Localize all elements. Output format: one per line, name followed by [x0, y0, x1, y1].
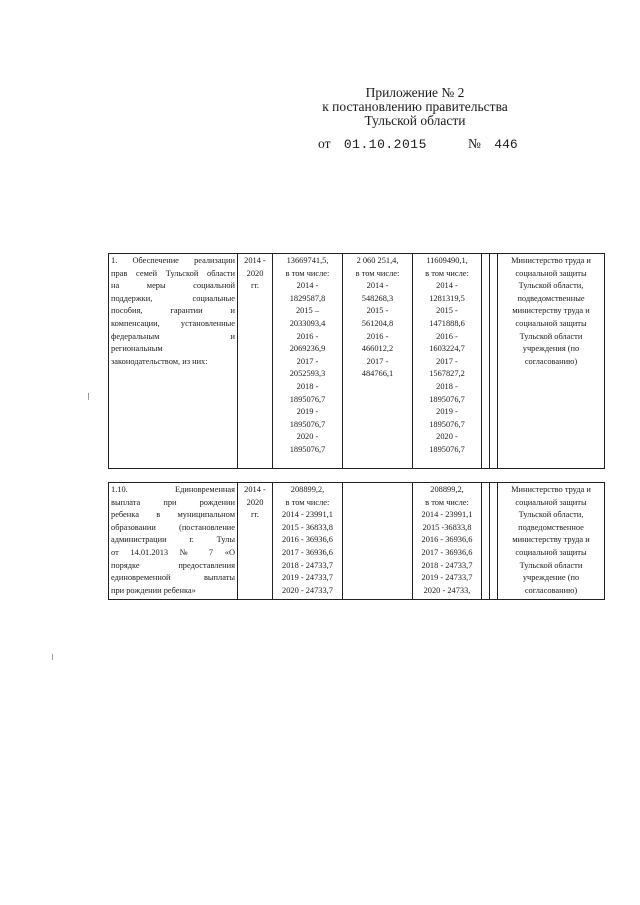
cell-text-line: прав семей Тульской области — [111, 268, 235, 278]
cell-text-line: 1829587,8 — [289, 293, 326, 303]
cell-text-line: 2018 - 24733,7 — [421, 560, 473, 570]
cell-text-line: 2015 -36833,8 — [422, 522, 472, 532]
cell-text-line: согласованию) — [524, 356, 578, 366]
cell-text-line: 2020 — [246, 268, 264, 278]
cell-text-line: 466012,2 — [361, 344, 394, 354]
cell-text-line: региональным — [111, 344, 163, 354]
cell-text-line: 2015 - 36833,8 — [282, 522, 333, 532]
cell-text-line: 2017 - 36936,6 — [282, 547, 333, 557]
cell-text-line: социальной защиты — [515, 547, 587, 557]
cell-text-line: Тульской области, — [518, 510, 584, 520]
cell-text-line: 2020 - — [436, 432, 458, 442]
cell-text-line: 2015 - — [436, 306, 458, 316]
cell-text-line: 1603224,7 — [429, 344, 465, 354]
cell-text-line: 208899,2, — [430, 485, 464, 494]
cell-text-line: Тульской области — [519, 560, 583, 570]
cell-text-line: Министерство труда и — [511, 485, 591, 494]
cell-text-line: 2020 - — [296, 432, 319, 442]
cell-text-line: компенсации, установленные — [111, 318, 235, 328]
empty-cell — [482, 483, 490, 600]
cell-text-line: 2018 - — [296, 381, 319, 391]
period-cell — [238, 254, 273, 469]
total-funding-cell — [273, 254, 343, 469]
cell-text-line: 2020 - 24733,7 — [282, 585, 333, 595]
cell-text-line: 1567827,2 — [429, 369, 465, 379]
cell-text-line: 2014 - — [366, 281, 389, 291]
cell-text-line: 561204,8 — [361, 318, 394, 328]
cell-text-line: 2020 — [246, 497, 264, 507]
cell-text-line: 2014 - 23991,1 — [282, 510, 333, 520]
number-sign: № — [468, 136, 481, 151]
cell-text-line: в том числе: — [285, 268, 330, 278]
cell-text-line: ребенка в муниципальном — [111, 510, 235, 520]
empty-cell — [490, 483, 498, 600]
appendix-header — [300, 86, 530, 128]
program-table-row-1 — [108, 253, 605, 469]
cell-text-line: гг. — [250, 510, 260, 520]
resolution-date: 01.10.2015 — [343, 137, 427, 152]
cell-text-line: 2016 - — [366, 331, 389, 341]
cell-text-line: от 14.01.2013 № 7 «О — [111, 547, 235, 557]
cell-text-line: федеральным и — [111, 331, 235, 341]
cell-text-line: 2014 - — [244, 256, 266, 265]
cell-text-line: 2018 - 24733,7 — [282, 560, 333, 570]
cell-text-line: учреждение (по — [522, 573, 580, 583]
cell-text-line: 484766,1 — [361, 369, 394, 379]
cell-text-line: учреждения (по — [522, 344, 580, 354]
measure-name-cell — [109, 483, 238, 600]
cell-text-line: 1895076,7 — [289, 444, 326, 454]
cell-text-line: 2016 - 36936,6 — [282, 535, 333, 545]
cell-text-line: 1895076,7 — [429, 394, 465, 404]
executor-cell — [498, 254, 605, 469]
cell-text-line: 13669741,5, — [286, 256, 329, 265]
cell-text-line: 2014 - — [296, 281, 319, 291]
cell-text-line: единовременной выплаты — [111, 573, 235, 583]
cell-text-line: 2017 - — [366, 356, 389, 366]
cell-text-line: при рождении ребенка» — [111, 585, 196, 595]
cell-text-line: согласованию) — [524, 585, 578, 595]
cell-text-line: 1895076,7 — [289, 394, 326, 404]
federal-funding-cell — [343, 254, 413, 469]
cell-text-line: 2019 - — [436, 407, 458, 417]
cell-text-line: министерству труда и — [512, 306, 590, 316]
cell-text-line: пособия, гарантии и — [111, 306, 235, 316]
cell-text-line: 2069236,9 — [289, 344, 326, 354]
cell-text-line: 2019 - 24733,7 — [421, 573, 473, 583]
resolution-number: 446 — [494, 137, 518, 152]
cell-text-line: 2015 - — [366, 306, 389, 316]
cell-text-line: 2016 - — [436, 331, 458, 341]
cell-text-line: 2015 – — [295, 306, 320, 316]
cell-text-line: 1.10. Единовременная — [111, 485, 235, 494]
cell-text-line: социальной защиты — [515, 268, 587, 278]
cell-text-line: социальной защиты — [515, 318, 587, 328]
date-prefix: от — [318, 136, 331, 151]
cell-text-line: 1281319,5 — [429, 293, 465, 303]
cell-text-line: в том числе: — [285, 497, 330, 507]
cell-text-line: 548268,3 — [361, 293, 394, 303]
cell-text-line: 208899,2, — [290, 485, 325, 494]
cell-text-line: порядке предоставления — [111, 560, 235, 570]
cell-text-line: 2019 - 24733,7 — [282, 573, 333, 583]
cell-text-line: 2017 - 36936,6 — [421, 547, 473, 557]
appendix-subtitle-line: Тульской области — [364, 113, 466, 128]
cell-text-line: 1. Обеспечение реализации — [111, 256, 235, 265]
cell-text-line: Тульской области — [519, 331, 583, 341]
cell-text-line: Тульской области, — [518, 281, 584, 291]
executor-cell — [498, 483, 605, 600]
cell-text-line: на меры социальной — [111, 281, 235, 291]
cell-text-line: 2018 - — [436, 381, 458, 391]
total-funding-cell — [273, 483, 343, 600]
cell-text-line: 2014 - — [244, 485, 266, 494]
cell-text-line: 2020 - 24733, — [423, 585, 471, 595]
cell-text-line: поддержки, социальные — [111, 293, 235, 303]
regional-funding-cell — [413, 254, 482, 469]
scan-mark — [88, 393, 89, 400]
cell-text-line: в том числе: — [425, 497, 469, 507]
cell-text-line: образовании (постановление — [111, 522, 235, 532]
cell-text-line: 1471888,6 — [429, 318, 465, 328]
cell-text-line: законодательством, из них: — [111, 356, 208, 366]
cell-text-line: гг. — [250, 281, 260, 291]
cell-text-line: в том числе: — [425, 268, 469, 278]
resolution-number-group — [468, 136, 518, 152]
cell-text-line: 1895076,7 — [289, 419, 326, 429]
empty-cell — [482, 254, 490, 469]
cell-text-line: 2 060 251,4, — [356, 256, 399, 265]
period-cell — [238, 483, 273, 600]
cell-text-line: министерству труда и — [512, 535, 590, 545]
cell-text-line: социальной защиты — [515, 497, 587, 507]
cell-text-line: 2014 - 23991,1 — [421, 510, 473, 520]
cell-text-line: администрации г. Тулы — [111, 535, 235, 545]
cell-text-line: 1895076,7 — [429, 444, 465, 454]
federal-funding-cell — [343, 483, 413, 600]
cell-text-line: 2017 - — [436, 356, 458, 366]
cell-text-line: 1895076,7 — [429, 419, 465, 429]
cell-text-line: 2016 - — [296, 331, 319, 341]
empty-cell — [490, 254, 498, 469]
cell-text-line: подведомственные — [517, 293, 585, 303]
cell-text-line: 2017 - — [296, 356, 319, 366]
regional-funding-cell — [413, 483, 482, 600]
cell-text-line: подведомственное — [518, 522, 584, 532]
cell-text-line: Министерство труда и — [511, 256, 591, 265]
cell-text-line: в том числе: — [355, 268, 400, 278]
appendix-title: Приложение № 2 — [365, 85, 465, 100]
appendix-subtitle-line: к постановлению правительства — [322, 99, 508, 114]
cell-text-line: 2052593,3 — [289, 369, 326, 379]
cell-text-line: 2014 - — [436, 281, 458, 291]
measure-name-cell — [109, 254, 238, 469]
resolution-dateline — [318, 136, 518, 152]
cell-text-line: 2019 - — [296, 407, 319, 417]
cell-text-line: 2033093,4 — [289, 318, 326, 328]
cell-text-line: 11609490,1, — [426, 256, 468, 265]
cell-text-line: выплата при рождении — [111, 497, 235, 507]
program-table-row-1-10 — [108, 482, 605, 600]
scan-mark — [52, 654, 53, 660]
cell-text-line: 2016 - 36936,6 — [421, 535, 473, 545]
